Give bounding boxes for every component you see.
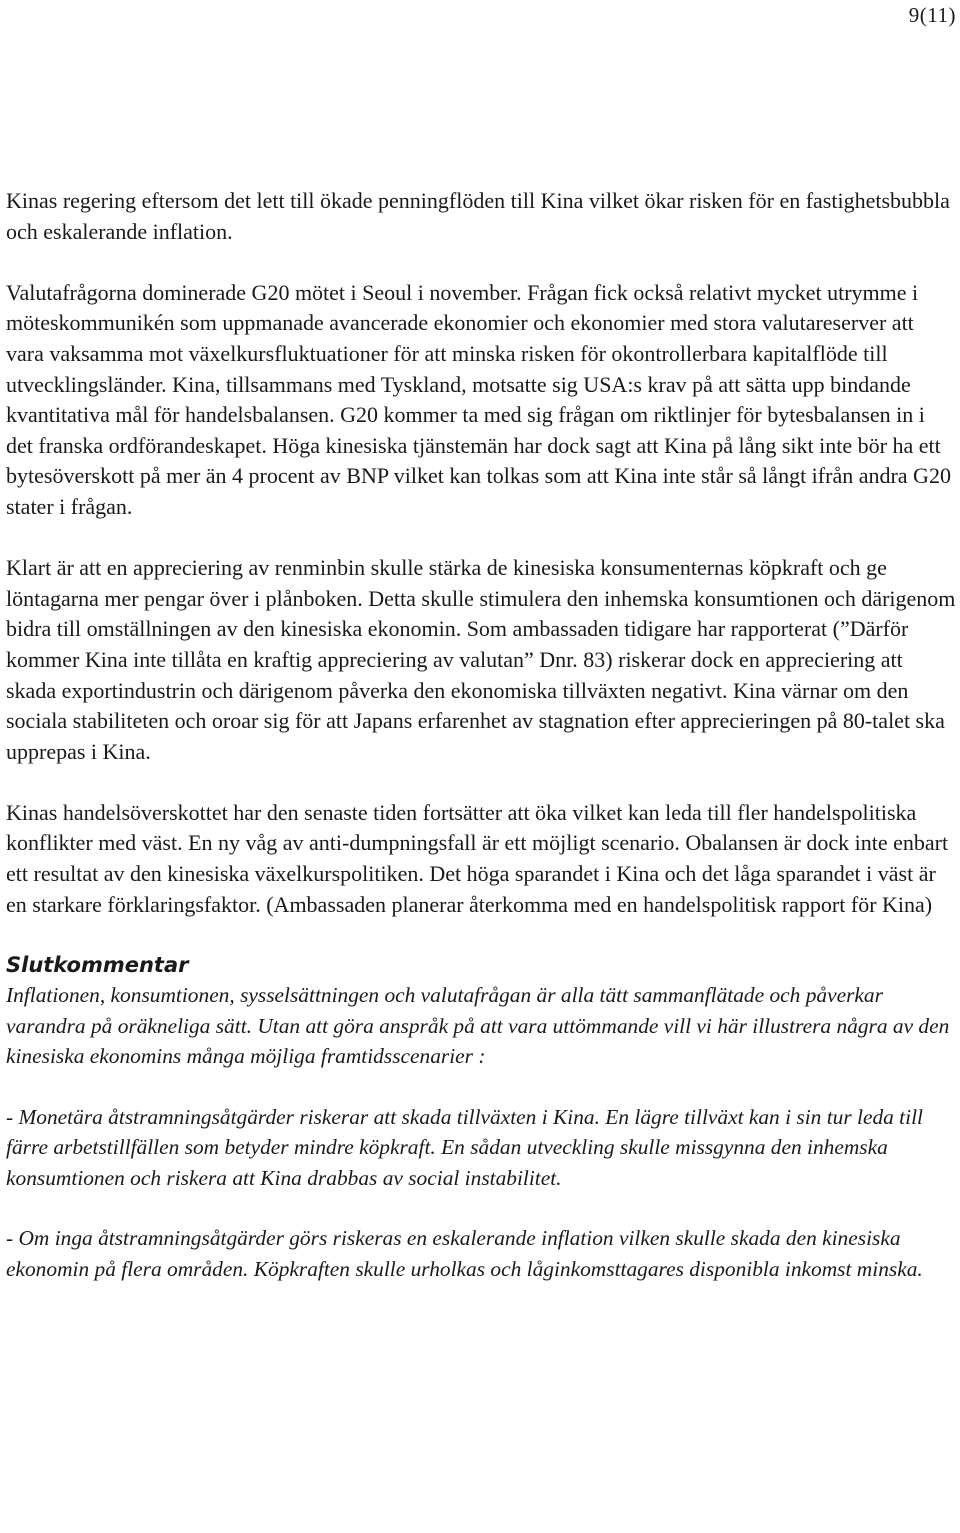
scenario-2: - Om inga åtstramningsåtgärder görs riskeras en eskalerande inflation vilken skulle skada den kinesiska ekonomin på flera områden. Köpkraften skulle urholkas och låginkomsttagares disponibla inkomst minska. xyxy=(6,1226,923,1281)
document-body xyxy=(6,186,956,1284)
paragraph-3: Klart är att en appreciering av renminbin skulle stärka de kinesiska konsumenternas köpkraft och ge löntagarna mer pengar över i plånboken. Detta skulle stimulera den inhemska konsumtionen och därigenom bidra till omställningen av den kinesiska ekonomin. Som ambassaden tidigare har rapporterat (”Därför kommer Kina inte tillåta en kraftig appreciering av valutan” Dnr. 83) riskerar dock en appreciering att skada exportindustrin och därigenom påverka den ekonomiska tillväxten negativt. Kina värnar om den sociala stabiliteten och oroar sig för att Japans erfarenhet av stagnation efter apprecieringen på 80-talet ska upprepas i Kina. xyxy=(6,555,956,764)
summary-intro: Inflationen, konsumtionen, sysselsättningen och valutafrågan är alla tätt sammanflätade och påverkar varandra på oräkneliga sätt. Utan att göra anspråk på att vara uttömmande vill vi här illustrera några av den kinesiska ekonomins många möjliga framtidsscenarier : xyxy=(6,983,950,1069)
paragraph-2: Valutafrågorna dominerade G20 mötet i Seoul i november. Frågan fick också relativt mycket utrymme i möteskommunikén som uppmanade avancerade ekonomier och ekonomier med stora valutareserver att vara vaksamma mot växelkursfluktuationer för att minska risken för okontrollerbara kapitalflöde till utvecklingsländer. Kina, tillsammans med Tyskland, motsatte sig USA:s krav på att sätta upp bindande kvantitativa mål för handelsbalansen. G20 kommer ta med sig frågan om riktlinjer för bytesbalansen in i det franska ordförandeskapet. Höga kinesiska tjänstemän har dock sagt att Kina på lång sikt inte bör ha ett bytesöverskott på mer än 4 procent av BNP vilket kan tolkas som att Kina inte står så långt ifrån andra G20 stater i frågan. xyxy=(6,279,951,519)
paragraph-1: Kinas regering eftersom det lett till ökade penningflöden till Kina vilket ökar risken för en fastighetsbubbla och eskalerande inflation. xyxy=(6,188,950,244)
page-number: 9(11) xyxy=(908,3,956,27)
section-heading: Slutkommentar xyxy=(6,953,189,978)
paragraph-4: Kinas handelsöverskottet har den senaste tiden fortsätter att öka vilket kan leda till fler handelspolitiska konflikter med väst. En ny våg av anti-dumpningsfall är ett möjligt scenario. Obalansen är dock inte enbart ett resultat av den kinesiska växelkurspolitiken. Det höga sparandet i Kina och det låga sparandet i väst är en starkare förklaringsfaktor. (Ambassaden planerar återkomma med en handelspolitisk rapport för Kina) xyxy=(6,799,949,917)
scenario-1: - Monetära åtstramningsåtgärder riskerar att skada tillväxten i Kina. En lägre tillväxt kan i sin tur leda till färre arbetstillfällen som betyder mindre köpkraft. En sådan utveckling skulle missgynna den inhemska konsumtionen och riskera att Kina drabbas av social instabilitet. xyxy=(6,1104,923,1190)
